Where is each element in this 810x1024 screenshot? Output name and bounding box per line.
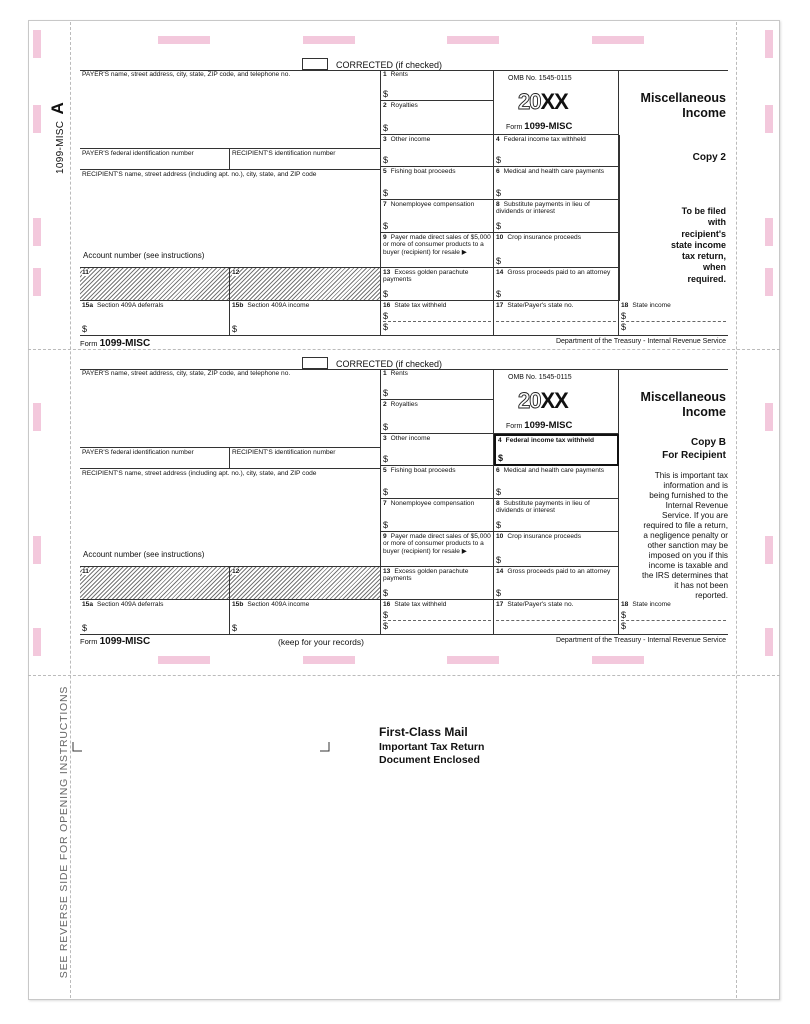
perforation-bottom (28, 675, 780, 676)
pin-mark (765, 105, 773, 133)
cBdesc-line-6: a negligence penalty or (643, 531, 728, 540)
c2desc-line-6: required. (687, 273, 726, 284)
box-14-attorney[interactable]: 14 Gross proceeds paid to an attorney $ (494, 567, 619, 600)
box-15a[interactable]: 15a Section 409A deferrals $ (80, 600, 230, 635)
pin-mark (33, 268, 41, 296)
omb-block: OMB No. 1545-0115 20XX Form 1099-MISC (494, 70, 619, 135)
form-title: Miscellaneous Income (640, 390, 726, 419)
box-1-rents[interactable]: 1 Rents $ (381, 369, 494, 400)
form-footer-name: Form 1099-MISC (80, 636, 151, 647)
pin-mark (765, 536, 773, 564)
box-12: 12 (230, 268, 381, 301)
box-15b[interactable]: 15b Section 409A income $ (230, 301, 381, 336)
c2desc-line-3: state income (670, 239, 726, 250)
window-corner-mark (320, 742, 330, 752)
recipient-tin-field[interactable]: RECIPIENT'S identification number (230, 149, 381, 170)
box-7-nonemployee[interactable]: 7 Nonemployee compensation $ (381, 200, 494, 233)
cBdesc-line-0: This is important tax (654, 471, 728, 480)
pin-mark (765, 628, 773, 656)
stub-form-label: 1099-MISC (55, 120, 66, 174)
c2desc-line-5: when (702, 262, 726, 273)
copy-label: Copy 2 (692, 152, 726, 163)
account-label: Account number (see instructions) (83, 251, 205, 261)
box-17-state-no[interactable]: 17 State/Payer's state no. (494, 600, 619, 635)
copy-label: Copy B For Recipient (662, 437, 726, 461)
omb-block: OMB No. 1545-0115 20XX Form 1099-MISC (494, 369, 619, 434)
c2desc-line-1: with (708, 217, 726, 228)
box-6-medical[interactable]: 6 Medical and health care payments $ (494, 466, 619, 499)
cBdesc-line-4: Service. If you are (662, 511, 728, 520)
perforation-left (70, 22, 71, 998)
form-copy-b (80, 357, 728, 647)
form-footer-name: Form 1099-MISC (80, 338, 151, 349)
box-9-direct-sales[interactable]: 9 Payer made direct sales of $5,000 or more of consumer products to a buyer (recipient) for resale ▶ (381, 532, 494, 567)
cBdesc-line-8: imposed on you if this (648, 551, 728, 560)
corrected-checkbox[interactable] (302, 357, 328, 369)
side-note: SEE REVERSE SIDE FOR OPENING INSTRUCTIONS (58, 685, 70, 979)
form-copy-2 (80, 58, 728, 348)
stub-copy-letter: A (48, 101, 67, 115)
pin-mark (765, 268, 773, 296)
box-13-golden-parachute[interactable]: 13 Excess golden parachute payments $ (381, 268, 494, 301)
box-13-golden-parachute[interactable]: 13 Excess golden parachute payments $ (381, 567, 494, 600)
cBdesc-line-1: information and is (663, 481, 728, 490)
tax-year: 20XX (518, 388, 568, 413)
pin-mark (592, 36, 644, 44)
payer-tin-field[interactable]: PAYER'S federal identification number (80, 448, 230, 469)
pin-mark (303, 36, 355, 44)
window-corner-mark (72, 742, 82, 752)
box-10-crop[interactable]: 10 Crop insurance proceeds $ (494, 233, 619, 268)
recipient-name-field[interactable]: RECIPIENT'S name, street address (including apt. no.), city, state, and ZIP code Account number (see instructions) (80, 170, 381, 268)
cBdesc-line-11: it has not been (674, 581, 728, 590)
pin-mark (33, 403, 41, 431)
box-15b[interactable]: 15b Section 409A income $ (230, 600, 381, 635)
box-11: 11 (80, 567, 230, 600)
box-7-nonemployee[interactable]: 7 Nonemployee compensation $ (381, 499, 494, 532)
box-2-royalties[interactable]: 2 Royalties $ (381, 101, 494, 135)
box-4-federal-tax[interactable]: 4 Federal income tax withheld $ (494, 434, 619, 466)
box-5-fishing-boat[interactable]: 5 Fishing boat proceeds $ (381, 167, 494, 200)
box-12: 12 (230, 567, 381, 600)
pin-mark (303, 656, 355, 664)
first-class-mail: First-Class Mail (379, 725, 468, 739)
pin-mark (33, 536, 41, 564)
cBdesc-line-9: income is taxable and (648, 561, 728, 570)
c2desc-line-0: To be filed (681, 206, 726, 216)
important-notice: Important Tax Return (379, 741, 485, 753)
pin-mark (33, 30, 41, 58)
box-18-state-income[interactable]: 18 State income $ $ (619, 301, 728, 336)
payer-name-field[interactable]: PAYER'S name, street address, city, state, ZIP code, and telephone no. (80, 70, 381, 149)
mailing-notice (379, 725, 484, 767)
c2desc-line-4: tax return, (681, 251, 726, 261)
box-2-royalties[interactable]: 2 Royalties $ (381, 400, 494, 434)
recipient-name-field[interactable]: RECIPIENT'S name, street address (including apt. no.), city, state, and ZIP code Account number (see instructions) (80, 469, 381, 567)
department-footer: Department of the Treasury - Internal Revenue Service (555, 637, 726, 644)
perforation-right (736, 22, 737, 998)
box-8-substitute[interactable]: 8 Substitute payments in lieu of dividends or interest $ (494, 499, 619, 532)
pin-mark (33, 105, 41, 133)
corrected-label: CORRECTED (if checked) (336, 60, 443, 70)
box-10-crop[interactable]: 10 Crop insurance proceeds $ (494, 532, 619, 567)
pin-mark (158, 36, 210, 44)
pin-mark (33, 628, 41, 656)
pin-mark (158, 656, 210, 664)
copy-2-description (620, 206, 726, 285)
recipient-tin-field[interactable]: RECIPIENT'S identification number (230, 448, 381, 469)
cBdesc-line-2: being furnished to the (649, 491, 728, 500)
cBdesc-line-7: other sanction may be (647, 541, 728, 550)
box-9-direct-sales[interactable]: 9 Payer made direct sales of $5,000 or more of consumer products to a buyer (recipient) for resale ▶ (381, 233, 494, 268)
payer-name-field[interactable]: PAYER'S name, street address, city, state, ZIP code, and telephone no. (80, 369, 381, 448)
account-label: Account number (see instructions) (83, 550, 205, 560)
box-6-medical[interactable]: 6 Medical and health care payments $ (494, 167, 619, 200)
payer-tin-field[interactable]: PAYER'S federal identification number (80, 149, 230, 170)
pin-mark (765, 403, 773, 431)
corrected-label: CORRECTED (if checked) (336, 359, 443, 369)
tax-year: 20XX (518, 89, 568, 114)
box-3-other-income[interactable]: 3 Other income $ (381, 135, 494, 167)
box-11: 11 (80, 268, 230, 301)
cBdesc-line-12: reported. (695, 591, 728, 600)
box-18-state-income[interactable]: 18 State income $ $ (619, 600, 728, 635)
pin-mark (765, 218, 773, 246)
form-title: Miscellaneous Income (640, 91, 726, 120)
pin-mark (447, 36, 499, 44)
document-enclosed: Document Enclosed (379, 754, 480, 767)
pin-mark (33, 218, 41, 246)
cBdesc-line-5: required to file a return, (643, 521, 728, 530)
box-8-substitute[interactable]: 8 Substitute payments in lieu of dividends or interest $ (494, 200, 619, 233)
box-16-state-tax[interactable]: 16 State tax withheld $ $ (381, 600, 494, 635)
cBdesc-line-3: Internal Revenue (665, 501, 728, 510)
pin-mark (765, 30, 773, 58)
pin-mark (447, 656, 499, 664)
keep-records-note: (keep for your records) (278, 637, 364, 647)
box-5-fishing-boat[interactable]: 5 Fishing boat proceeds $ (381, 466, 494, 499)
department-footer: Department of the Treasury - Internal Revenue Service (555, 338, 726, 345)
c2desc-line-2: recipient's (681, 228, 726, 239)
box-17-state-no[interactable]: 17 State/Payer's state no. (494, 301, 619, 336)
box-14-attorney[interactable]: 14 Gross proceeds paid to an attorney $ (494, 268, 619, 301)
pin-mark (592, 656, 644, 664)
box-16-state-tax[interactable]: 16 State tax withheld $ $ (381, 301, 494, 336)
box-15a[interactable]: 15a Section 409A deferrals $ (80, 301, 230, 336)
copy-b-description (620, 471, 728, 601)
box-1-rents[interactable]: 1 Rents $ (381, 70, 494, 101)
corrected-checkbox[interactable] (302, 58, 328, 70)
perforation-middle (28, 349, 780, 350)
box-4-federal-tax[interactable]: 4 Federal income tax withheld $ (494, 135, 619, 167)
copy-a-stub (48, 60, 68, 180)
cBdesc-line-10: the IRS determines that (641, 571, 728, 580)
box-3-other-income[interactable]: 3 Other income $ (381, 434, 494, 466)
